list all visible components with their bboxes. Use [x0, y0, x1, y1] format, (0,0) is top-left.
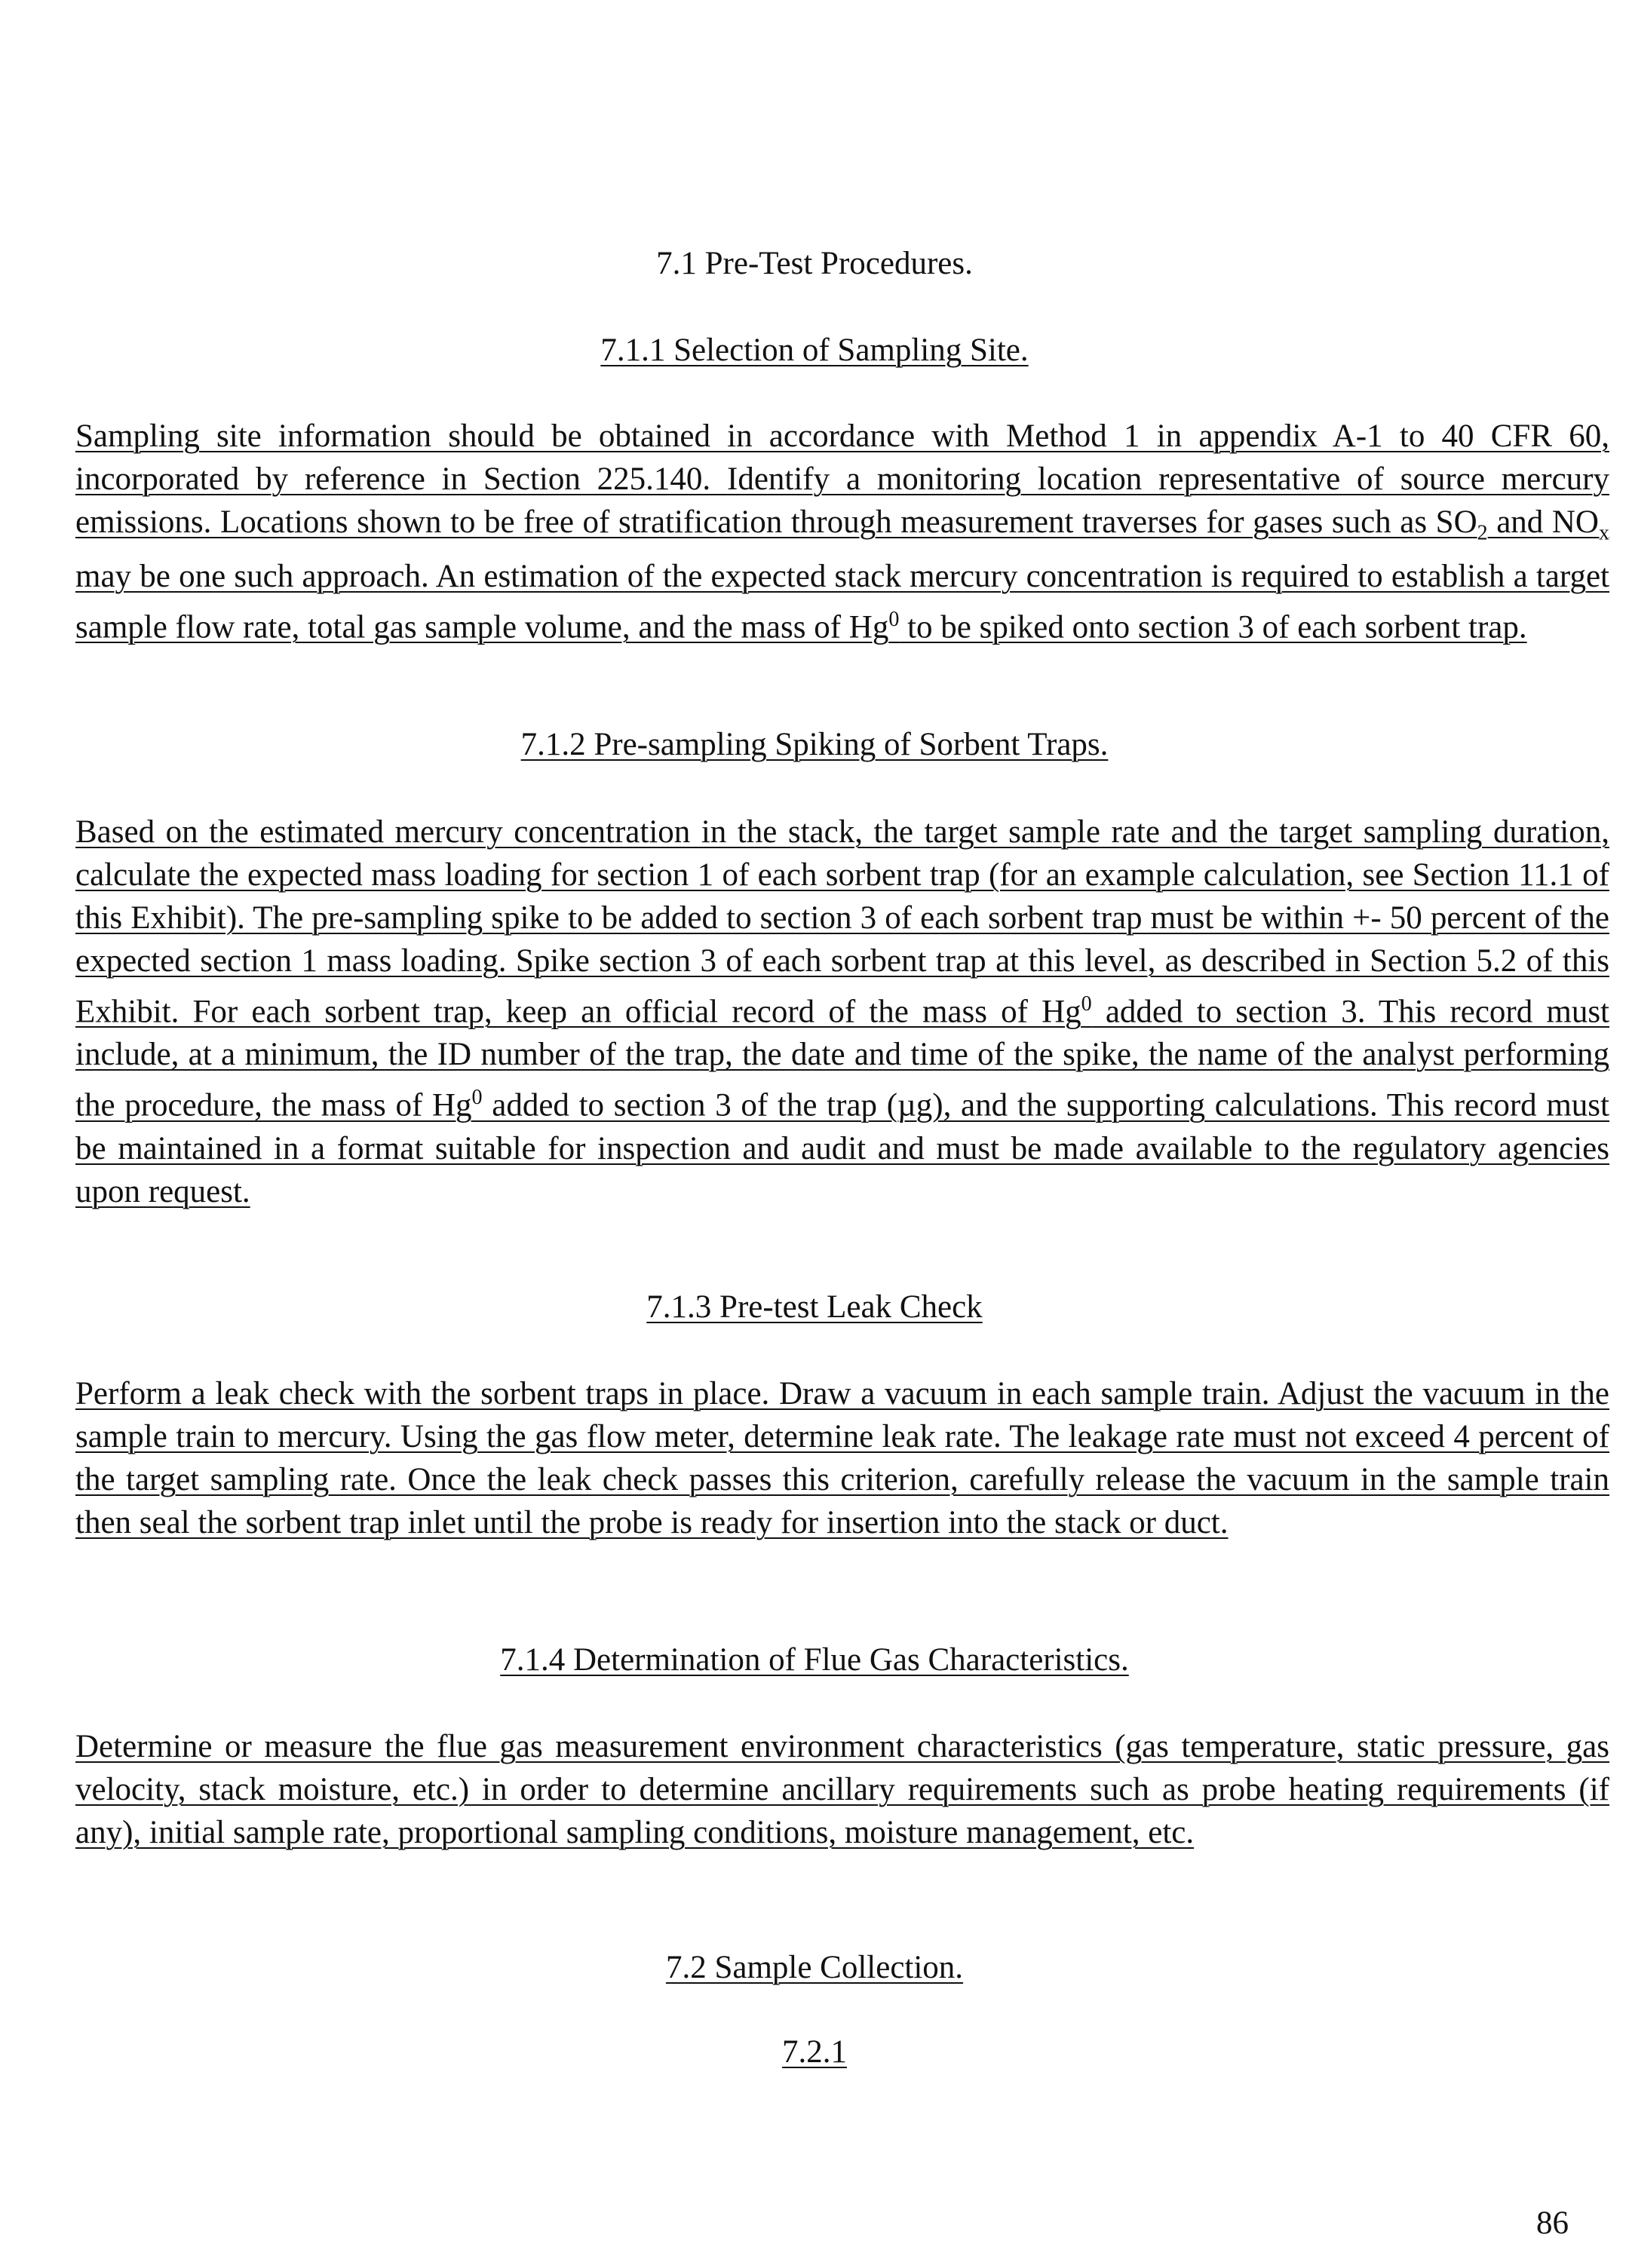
paragraph-text: added to section 3. This record must include, at a minimum, the ID number of the trap, the date and time of the spike, the name of the analyst performing the procedure, the mass of Hg: [75, 994, 1610, 1123]
heading-7-1-4: [0, 1642, 1629, 1678]
heading-7-1-2-text: 7.1.2 Pre-sampling Spiking of Sorbent Traps.: [520, 727, 1109, 762]
superscript: 0: [471, 1086, 483, 1110]
subscript: x: [1598, 521, 1609, 545]
superscript: 0: [1081, 992, 1092, 1016]
heading-7-1-4-text: 7.1.4 Determination of Flue Gas Characteristics.: [500, 1642, 1129, 1678]
heading-7-1-3: [0, 1289, 1629, 1326]
paragraph-text: Sampling site information should be obtained in accordance with Method 1 in appendix A-1 to 40 CFR 60, incorporated by reference in Section 225.140. Identify a monitoring location representative of source mercury emissions. Locations shown to be free of stratification through measurement traverses for gases such as SO: [75, 418, 1609, 540]
heading-7-2: [0, 1950, 1629, 1986]
page-number: 86: [1536, 2205, 1569, 2241]
paragraph-pre-sampling-spiking: [75, 811, 1609, 1213]
superscript: 0: [888, 607, 900, 631]
paragraph-leak-check: Perform a leak check with the sorbent traps in place. Draw a vacuum in each sample train. Adjust the vacuum in the sample train to mercury. Using the gas flow meter, determine leak rate. The leakage rate must not exceed 4 percent of the target sampling rate. Once the leak check passes this criterion, carefully release the vacuum in the sample train then seal the sorbent trap inlet until the probe is ready for insertion into the stack or duct.: [75, 1376, 1609, 1540]
paragraph-text: Based on the estimated mercury concentration in the stack, the target sample rate and the target sampling duration, calculate the expected mass loading for section 1 of each sorbent trap (for an example calculation, see Section 11.1 of this Exhibit). The pre-sampling spike to be added to section 3 of each sorbent trap must be within +- 50 percent of the expected section 1 mass loading. Spike section 3 of each sorbent trap at this level, as described in Section 5.2 of this Exhibit. For each sorbent trap, keep an official record of the mass of Hg: [75, 814, 1609, 1030]
heading-7-1: [0, 246, 1629, 282]
paragraph-text: added to section 3 of the trap (µg), and the supporting calculations. This record must be maintained in a format suitable for inspection and audit and must be made available to the regulatory agencies upon request.: [75, 1087, 1609, 1209]
heading-7-2-1-text: 7.2.1: [782, 2034, 847, 2070]
heading-7-1-3-text: 7.1.3 Pre-test Leak Check: [646, 1289, 983, 1325]
heading-7-2-text: 7.2 Sample Collection.: [665, 1950, 964, 1985]
heading-7-2-1: [0, 2034, 1629, 2070]
heading-7-1-1: [0, 333, 1629, 369]
subscript: 2: [1477, 521, 1488, 545]
paragraph-text: may be one such approach. An estimation of the expected stack mercury concentration is required to establish a target sample flow rate, total gas sample volume, and the mass of Hg: [75, 558, 1609, 645]
paragraph-text: and NO: [1487, 504, 1599, 540]
heading-7-1-2: [0, 727, 1629, 763]
paragraph-text: to be spiked onto section 3 of each sorbent trap.: [899, 608, 1527, 645]
heading-7-1-text: 7.1 Pre-Test Procedures.: [656, 246, 973, 281]
heading-7-1-1-text: 7.1.1 Selection of Sampling Site.: [600, 333, 1029, 368]
paragraph-flue-gas: Determine or measure the flue gas measurement environment characteristics (gas temperature, static pressure, gas velocity, stack moisture, etc.) in order to determine ancillary requirements such as probe heating requirements (if any), initial sample rate, proportional sampling conditions, moisture management, etc.: [75, 1729, 1609, 1850]
paragraph-sampling-site: [75, 415, 1609, 648]
